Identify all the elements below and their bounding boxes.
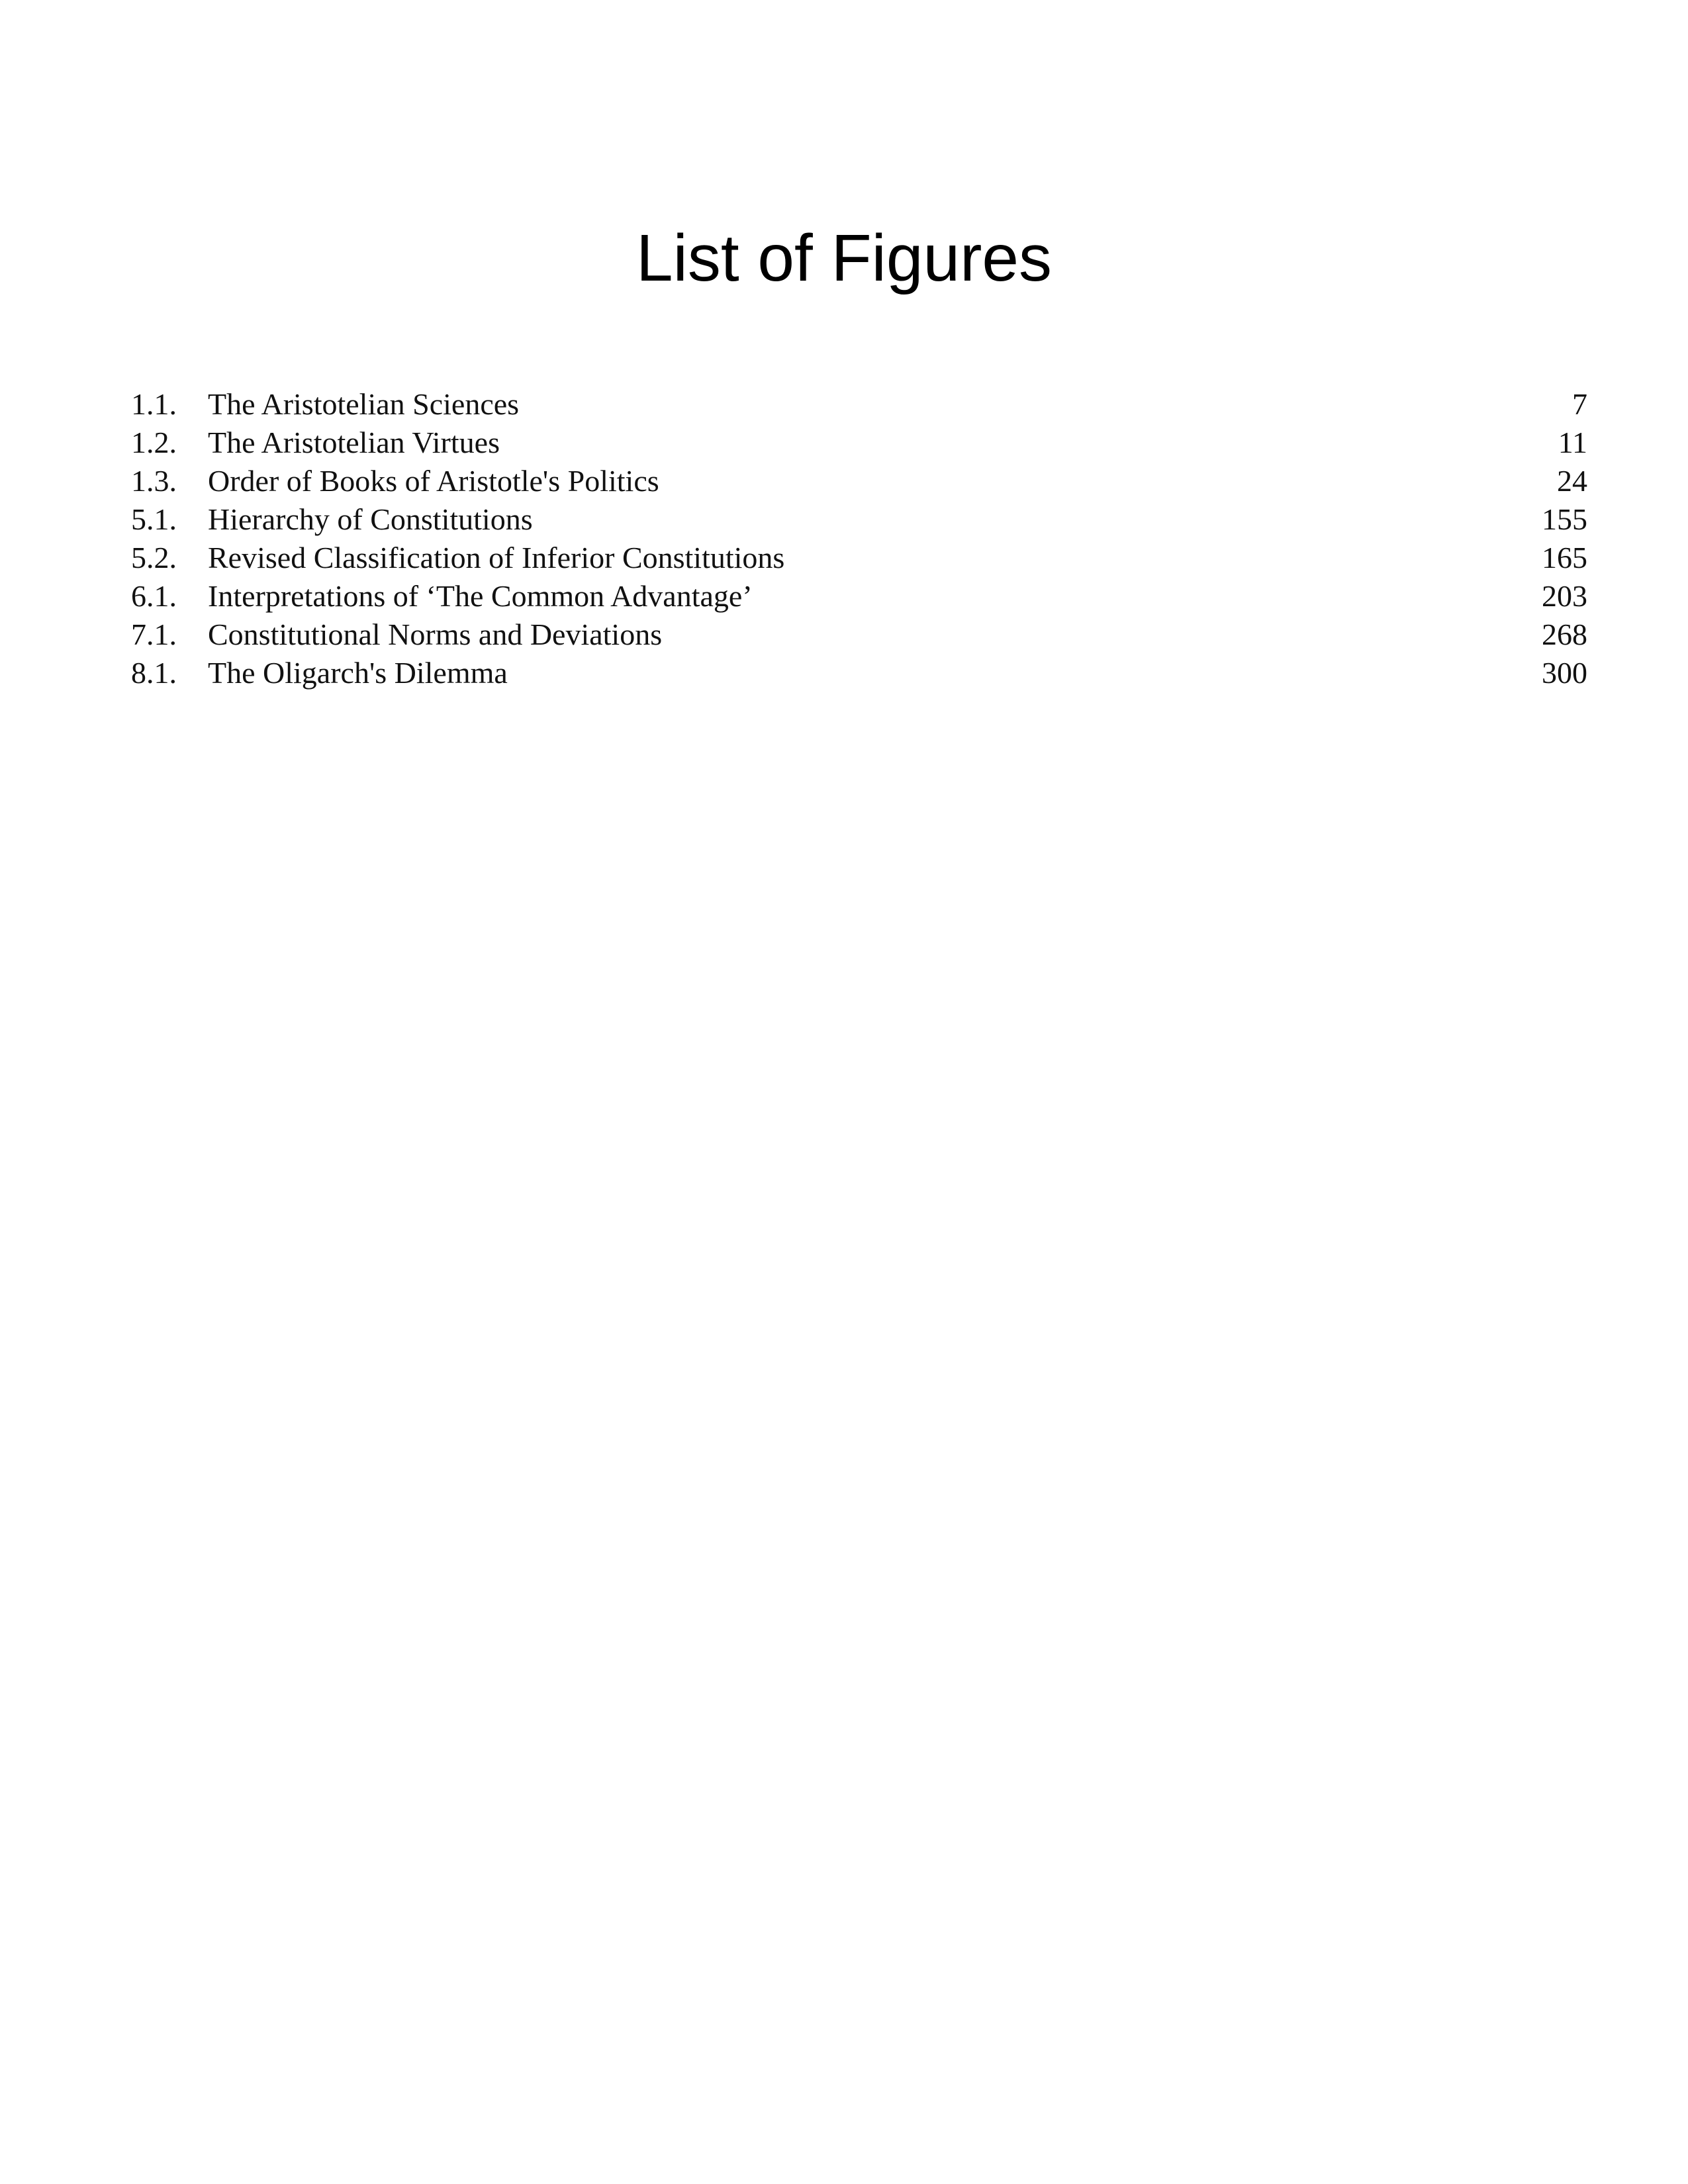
figure-page-number: 203 bbox=[1542, 579, 1587, 613]
figure-number: 1.1. bbox=[131, 387, 177, 421]
figure-page-number: 7 bbox=[1572, 387, 1587, 421]
figure-title: Revised Classification of Inferior Constitutions bbox=[208, 541, 785, 574]
figure-number: 5.1. bbox=[131, 502, 177, 536]
figure-page-number: 11 bbox=[1558, 426, 1587, 459]
figure-title: Order of Books of Aristotle's Politics bbox=[208, 464, 659, 498]
figure-page-number: 24 bbox=[1557, 464, 1587, 498]
figure-entry[interactable] bbox=[131, 654, 1587, 692]
figure-number: 5.2. bbox=[131, 541, 177, 574]
figure-title: The Aristotelian Sciences bbox=[208, 387, 520, 421]
figure-number: 6.1. bbox=[131, 579, 177, 613]
figure-entry[interactable] bbox=[131, 615, 1587, 654]
figure-page-number: 268 bbox=[1542, 617, 1587, 651]
figure-title: The Aristotelian Virtues bbox=[208, 426, 500, 459]
figure-entry[interactable] bbox=[131, 424, 1587, 462]
figure-page-number: 165 bbox=[1542, 541, 1587, 574]
figure-entry[interactable] bbox=[131, 539, 1587, 577]
page-title: List of Figures bbox=[635, 221, 1053, 295]
figure-number: 7.1. bbox=[131, 617, 177, 651]
figure-number: 1.3. bbox=[131, 464, 177, 498]
figure-entry[interactable] bbox=[131, 385, 1587, 424]
figure-entry[interactable] bbox=[131, 462, 1587, 500]
figure-entry[interactable] bbox=[131, 500, 1587, 539]
figure-page-number: 155 bbox=[1542, 502, 1587, 536]
figure-entry[interactable] bbox=[131, 577, 1587, 615]
figure-page-number: 300 bbox=[1542, 656, 1587, 690]
figure-title: Hierarchy of Constitutions bbox=[208, 502, 533, 536]
figure-number: 1.2. bbox=[131, 426, 177, 459]
figure-list bbox=[131, 385, 1587, 692]
figure-number: 8.1. bbox=[131, 656, 177, 690]
figure-title: Interpretations of ‘The Common Advantage’ bbox=[208, 579, 753, 613]
figure-title: Constitutional Norms and Deviations bbox=[208, 617, 663, 651]
figure-title: The Oligarch's Dilemma bbox=[208, 656, 508, 690]
